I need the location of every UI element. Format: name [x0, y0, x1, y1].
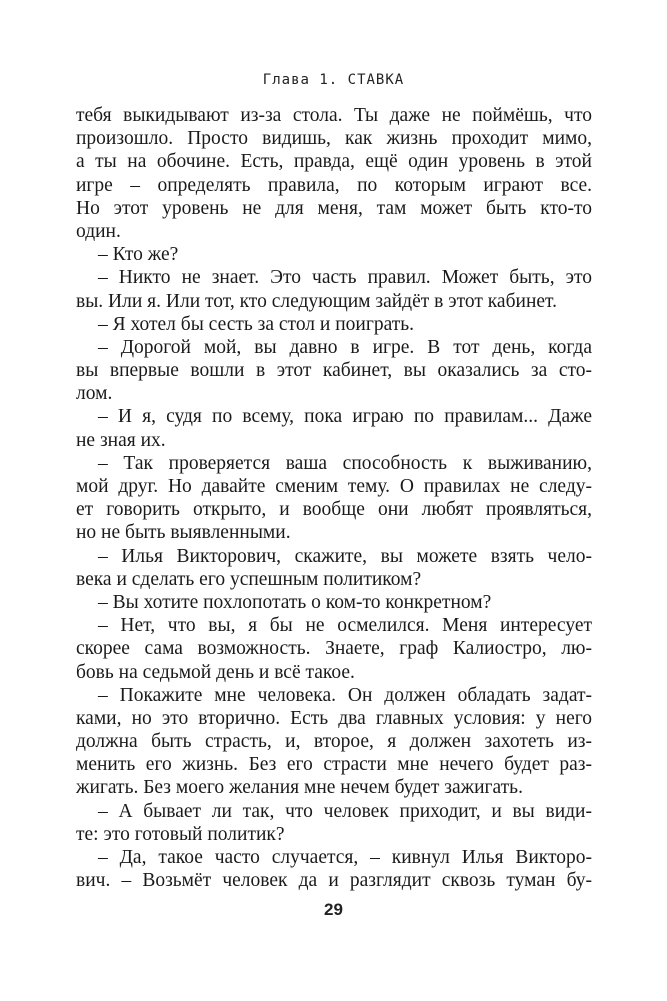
text-line: – Я хотел бы сесть за стол и поиграть. — [98, 313, 415, 335]
text-line: – И я, судя по всему, пока играю по правилам... Даже — [98, 406, 592, 428]
text-line: ет говорить открыто, и вообще они любят проявляться, — [76, 499, 592, 521]
text-line: произошло. Просто видишь, как жизнь проходит мимо, — [76, 128, 592, 150]
text-line: вы. Или я. Или тот, кто следующим зайдёт в этот кабинет. — [76, 290, 557, 312]
text-line: но не быть выявленными. — [76, 522, 291, 544]
running-header: Глава 1. СТАВКА — [262, 72, 405, 88]
text-line: Но этот уровень не для меня, там может быть кто-то — [76, 197, 592, 219]
text-line: вы впервые вошли в этот кабинет, вы оказались за сто- — [76, 360, 592, 382]
text-line: – Вы хотите похлопотать о ком-то конкретном? — [98, 591, 492, 613]
text-line: – А бывает ли так, что человек приходит, и вы види- — [98, 800, 592, 822]
text-line: века и сделать его успешным политиком? — [76, 568, 422, 590]
text-line: жигать. Без моего желания мне нечем будет зажигать. — [76, 777, 523, 799]
text-line: те: это готовый политик? — [76, 823, 285, 845]
text-line: тебя выкидывают из-за стола. Ты даже не поймёшь, что — [76, 105, 592, 126]
text-line: – Илья Викторович, скажите, вы можете взять чело- — [98, 545, 592, 567]
text-line: игре – определять правила, по которым играют все. — [76, 174, 592, 196]
text-line: – Покажите мне человека. Он должен обладать задат- — [98, 684, 592, 706]
page-body-text — [76, 104, 592, 892]
text-line: один. — [76, 220, 121, 242]
text-line: менить его жизнь. Без его страсти мне нечего будет раз- — [76, 754, 592, 776]
page-number: 29 — [324, 900, 343, 919]
text-line: бовь на седьмой день и всё такое. — [76, 661, 355, 683]
text-line: – Никто не знает. Это часть правил. Может быть, это — [98, 267, 592, 289]
text-line: – Так проверяется ваша способность к выживанию, — [98, 452, 592, 474]
text-line: ками, но это вторично. Есть два главных условия: у него — [76, 707, 592, 729]
text-line: – Кто же? — [98, 244, 179, 266]
text-line: – Дорогой мой, вы давно в игре. В тот день, когда — [98, 336, 592, 358]
text-line: лом. — [76, 383, 113, 405]
text-line: вич. – Возьмёт человек да и разглядит сквозь туман бу- — [76, 870, 592, 892]
text-line: не зная их. — [76, 429, 166, 451]
text-line: а ты на обочине. Есть, правда, ещё один уровень в этой — [76, 151, 592, 173]
text-line: должна быть страсть, и, второе, я должен захотеть из- — [76, 731, 592, 753]
text-line: мой друг. Но давайте сменим тему. О правилах не следу- — [76, 476, 592, 497]
text-line: – Да, такое часто случается, – кивнул Илья Викторо- — [98, 847, 592, 868]
text-line: скорее сама возможность. Знаете, граф Калиостро, лю- — [76, 638, 592, 660]
text-line: – Нет, что вы, я бы не осмелился. Меня интересует — [98, 615, 592, 637]
